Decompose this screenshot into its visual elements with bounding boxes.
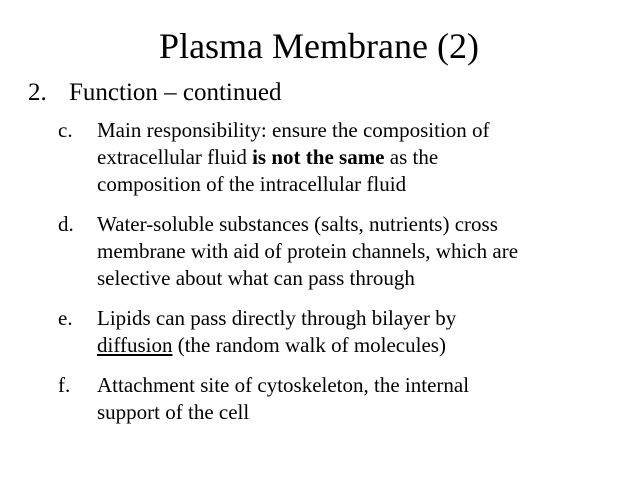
list-item-line: composition of the intracellular fluid (97, 172, 407, 196)
list-item-e (58, 305, 618, 359)
list-marker: f. (58, 373, 71, 397)
list-item-f (58, 372, 618, 426)
slide-title: Plasma Membrane (2) (159, 26, 479, 66)
list-item-line: Lipids can pass directly through bilayer by (97, 306, 457, 330)
list-item-line: Main responsibility: ensure the composition of (97, 118, 490, 142)
section-heading-text: Function – continued (69, 79, 282, 106)
list-item-line: Water-soluble substances (salts, nutrients) cross (97, 212, 498, 236)
list-item-text: as the (384, 145, 439, 169)
list-item-line: membrane with aid of protein channels, which are (97, 239, 519, 263)
list-item-line (97, 332, 618, 359)
list-item-line: selective about what can pass through (97, 266, 415, 290)
list-item-c (58, 117, 618, 198)
list-marker: e. (58, 306, 73, 330)
list-marker: d. (58, 212, 74, 236)
list-item-text: (the random walk of molecules) (172, 333, 446, 357)
list-item-line (97, 144, 618, 171)
function-list (58, 117, 618, 439)
list-item-d (58, 211, 618, 292)
section-number: 2. (28, 79, 47, 106)
underlined-term: diffusion (97, 333, 173, 357)
list-item-text: extracellular fluid (97, 145, 253, 169)
list-item-line: support of the cell (97, 400, 250, 424)
emphasis-text: is not the same (252, 145, 385, 169)
section-heading (28, 77, 281, 109)
list-item-line: Attachment site of cytoskeleton, the internal (97, 373, 470, 397)
list-marker: c. (58, 118, 73, 142)
